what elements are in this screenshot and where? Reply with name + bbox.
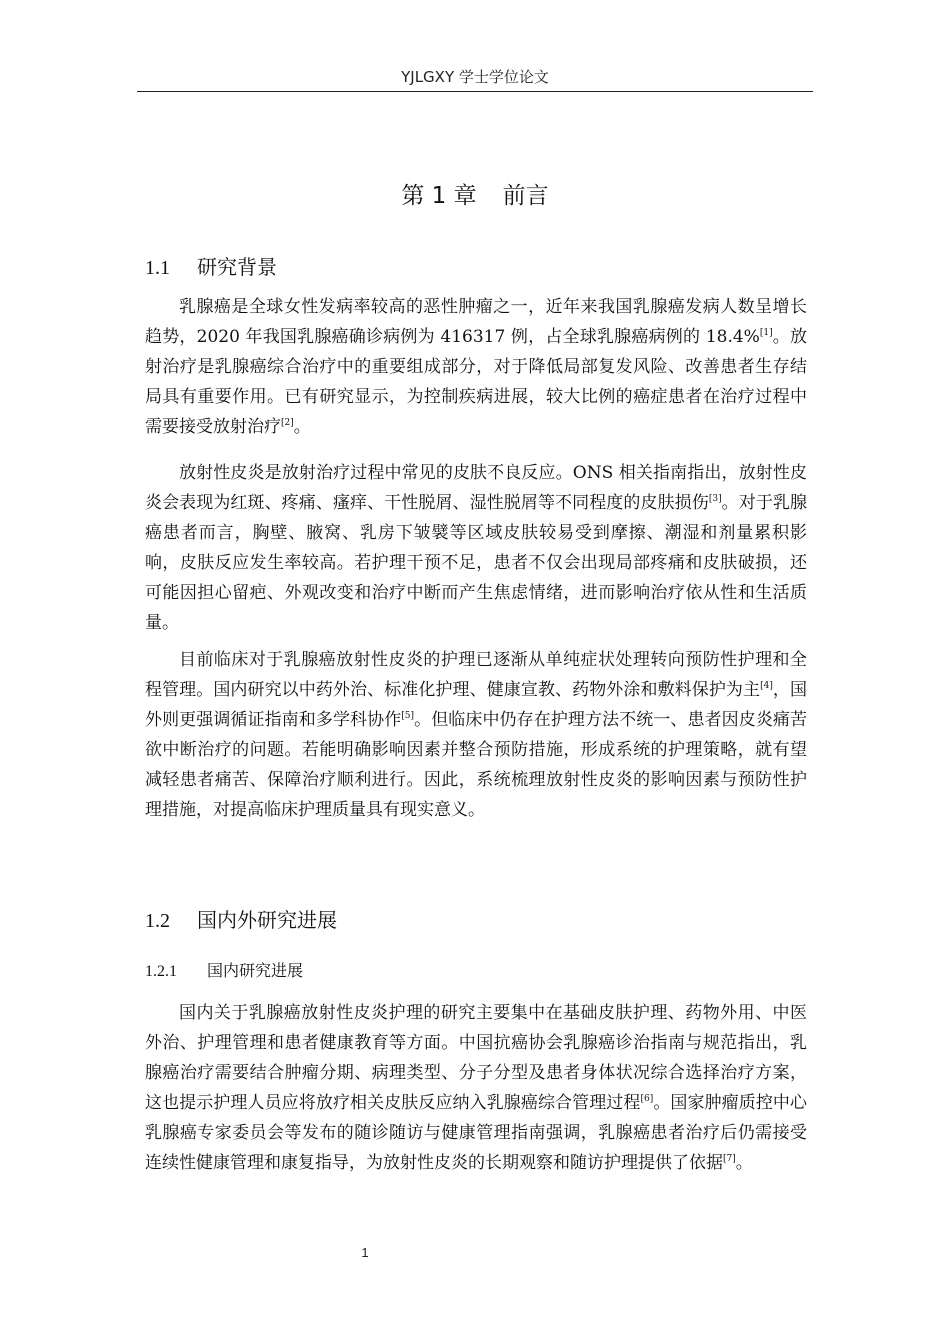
section-heading-1-1 — [145, 253, 277, 282]
paragraph-text: 。 — [293, 417, 311, 437]
section-number: 1.1 — [145, 257, 170, 279]
subsection-number: 1.2.1 — [145, 963, 177, 980]
chapter-name: 前言 — [502, 183, 549, 209]
running-header: YJLGXY 学士学位论文 — [401, 68, 549, 86]
chapter-title — [137, 181, 813, 211]
citation-ref: [7] — [723, 1154, 736, 1164]
page-number: 1 — [361, 1245, 369, 1260]
paragraph-text: 。对于乳腺癌患者而言，胸壁、腋窝、乳房下皱襞等区域皮肤较易受到摩擦、潮湿和剂量累积影响，皮肤反应发生率较高。若护理干预不足，患者不仅会出现局部疼痛和皮肤破损，还可能因担心留疤、外观改变和治疗中断而产生焦虑情绪，进而影响治疗依从性和生活质量。 — [145, 493, 808, 633]
paragraph-text: 。但临床中仍存在护理方法不统一、患者因皮炎痛苦欲中断治疗的问题。若能明确影响因素并整合预防措施，形成系统的护理策略，就有望减轻患者痛苦、保障治疗顺利进行。因此，系统梳理放射性皮炎的影响因素与预防性护理措施，对提高临床护理质量具有现实意义。 — [145, 710, 808, 820]
body-paragraph — [145, 292, 807, 442]
citation-ref: [1] — [759, 328, 773, 338]
citation-ref: [2] — [281, 418, 294, 428]
body-paragraph — [145, 645, 807, 825]
paragraph-text: 国内关于乳腺癌放射性皮炎护理的研究主要集中在基础皮肤护理、药物外用、中医外治、护理管理和患者健康教育等方面。中国抗癌协会乳腺癌诊治指南与规范指出，乳腺癌治疗需要结合肿瘤分期、病理类型、分子分型及患者身体状况综合选择治疗方案，这也提示护理人员应将放疗相关皮肤反应纳入乳腺癌综合管理过程 — [145, 1003, 807, 1113]
chapter-number: 第 1 章 — [401, 183, 477, 209]
citation-ref: [4] — [760, 681, 773, 691]
body-paragraph — [145, 998, 807, 1178]
body-paragraph — [145, 458, 807, 638]
citation-ref: [6] — [640, 1094, 654, 1104]
citation-ref: [3] — [708, 494, 722, 504]
paragraph-text: 乳腺癌是全球女性发病率较高的恶性肿瘤之一，近年来我国乳腺癌发病人数呈增长趋势，2020 年我国乳腺癌确诊病例为 416317 例，占全球乳腺癌病例的 18.4% — [145, 297, 807, 347]
header-rule — [137, 91, 813, 92]
citation-ref: [5] — [401, 711, 415, 721]
section-number: 1.2 — [145, 910, 170, 932]
paragraph-text: 放射性皮炎是放射治疗过程中常见的皮肤不良反应。ONS 相关指南指出，放射性皮炎会表现为红斑、疼痛、瘙痒、干性脱屑、湿性脱屑等不同程度的皮肤损伤 — [145, 463, 807, 513]
subsection-heading-1-2-1 — [145, 959, 303, 984]
paragraph-text: 目前临床对于乳腺癌放射性皮炎的护理已逐渐从单纯症状处理转向预防性护理和全程管理。国内研究以中药外治、标准化护理、健康宣教、药物外涂和敷料保护为主 — [145, 650, 807, 700]
paragraph-text: ，国外则更强调循证指南和多学科协作 — [145, 680, 807, 730]
paragraph-text: 。放射治疗是乳腺癌综合治疗中的重要组成部分，对于降低局部复发风险、改善患者生存结局具有重要作用。已有研究显示，为控制疾病进展，较大比例的癌症患者在治疗过程中需要接受放射治疗 — [145, 327, 808, 437]
paragraph-text: 。国家肿瘤质控中心乳腺癌专家委员会等发布的随诊随访与健康管理指南强调，乳腺癌患者治疗后仍需接受连续性健康管理和康复指导，为放射性皮炎的长期观察和随访护理提供了依据 — [145, 1093, 808, 1173]
paragraph-text: 。 — [735, 1153, 753, 1173]
section-title: 研究背景 — [197, 255, 277, 279]
subsection-title: 国内研究进展 — [207, 961, 304, 980]
section-title: 国内外研究进展 — [197, 908, 337, 932]
section-heading-1-2 — [145, 906, 337, 935]
